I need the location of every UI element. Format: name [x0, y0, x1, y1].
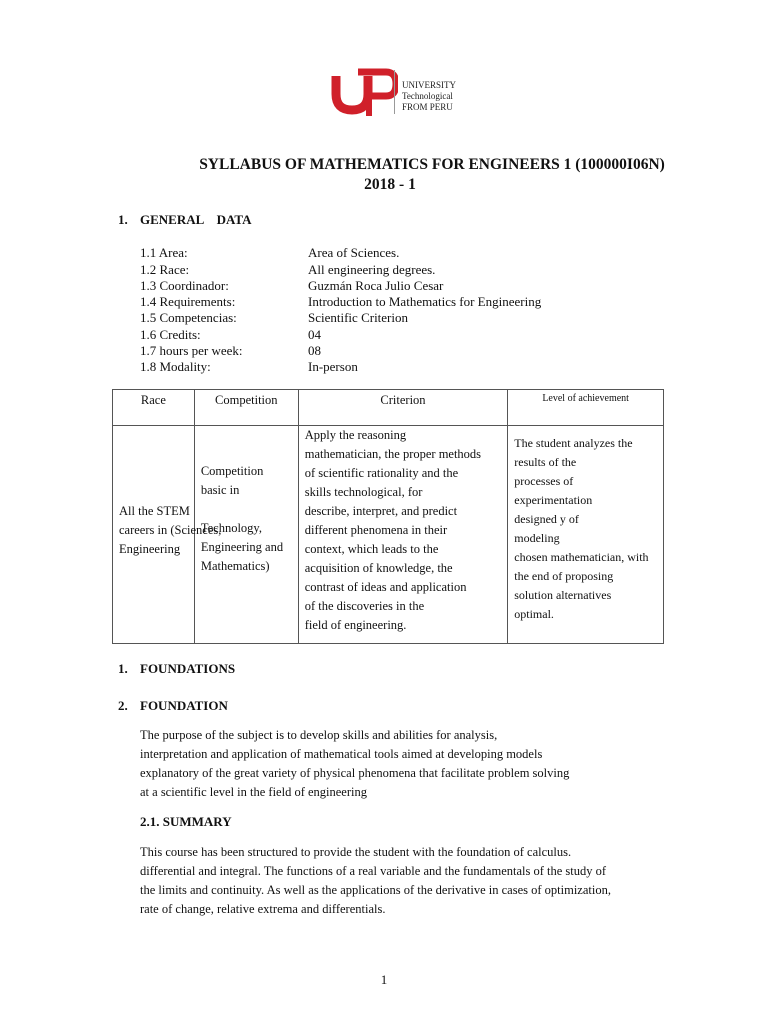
section-title: GENERAL DATA — [140, 212, 252, 227]
cell-competition — [194, 426, 298, 644]
paragraph-line: at a scientific level in the field of engineering — [140, 785, 367, 799]
criterion-line: Apply the reasoning — [304, 428, 407, 442]
criterion-line: field of engineering. — [304, 618, 407, 632]
competition-line: Competition — [200, 464, 264, 478]
section-title: FOUNDATIONS — [140, 661, 236, 676]
level-line: the end of proposing — [514, 569, 614, 583]
criterion-line: different phenomena in their — [304, 523, 448, 537]
general-data-value: 04 — [308, 327, 321, 342]
section-number: 2. — [118, 698, 128, 713]
level-line: experimentation — [514, 493, 593, 507]
criterion-line: mathematician, the proper methods — [304, 447, 482, 461]
section-general-data-heading — [118, 212, 251, 228]
race-line: All the STEM — [119, 504, 190, 518]
race-line: careers in (Sciences, — [119, 523, 222, 537]
utp-logo-mark-icon — [328, 62, 398, 118]
logo-line-1: UNIVERSITY — [402, 80, 456, 90]
general-data-row — [140, 277, 443, 294]
general-data-row — [140, 358, 358, 375]
criterion-line: context, which leads to the — [304, 542, 439, 556]
criterion-line: skills technological, for — [304, 485, 423, 499]
general-data-key: 1.1 Area: — [140, 245, 188, 260]
paragraph-line: differential and integral. The functions of a real variable and the fundamentals of the study of — [140, 864, 607, 878]
cell-level-of-achievement — [508, 426, 664, 644]
paragraph-line: This course has been structured to provide the student with the foundation of calculus. — [140, 845, 572, 859]
competition-line: basic in — [200, 483, 240, 497]
level-line: optimal. — [514, 607, 554, 621]
general-data-row — [140, 261, 435, 278]
general-data-value: Guzmán Roca Julio Cesar — [308, 278, 444, 293]
criterion-line: describe, interpret, and predict — [304, 504, 458, 518]
logo-line-2: Technological — [402, 91, 453, 101]
title-line-2: 2018 - 1 — [364, 176, 416, 193]
section-title: FOUNDATION — [140, 698, 228, 713]
general-data-value: In-person — [308, 359, 358, 374]
level-line: chosen mathematician, with — [514, 550, 649, 564]
document-title — [0, 155, 768, 195]
paragraph-line: The purpose of the subject is to develop skills and abilities for analysis, — [140, 728, 498, 742]
section-foundations-heading — [118, 661, 235, 677]
paragraph-line: explanatory of the great variety of physical phenomena that facilitate problem solving — [140, 766, 570, 780]
general-data-value: All engineering degrees. — [308, 262, 436, 277]
general-data-value: Introduction to Mathematics for Engineering — [308, 294, 542, 309]
race-line: Engineering — [119, 542, 181, 556]
competition-line: Engineering and — [200, 540, 284, 554]
general-data-key: 1.6 Credits: — [140, 327, 201, 342]
section-number: 1. — [118, 661, 128, 676]
level-line: solution alternatives — [514, 588, 612, 602]
general-data-row — [140, 244, 399, 261]
summary-paragraph — [140, 843, 620, 919]
section-number: 1. — [118, 212, 128, 227]
paragraph-line: interpretation and application of mathematical tools aimed at developing models — [140, 747, 543, 761]
level-line: designed y of — [514, 512, 579, 526]
summary-heading: 2.1. SUMMARY — [140, 814, 232, 829]
competition-line: Technology, — [200, 521, 262, 535]
general-data-key: 1.3 Coordinador: — [140, 278, 229, 293]
level-line: processes of — [514, 474, 574, 488]
paragraph-line: the limits and continuity. As well as the applications of the derivative in cases of optimization, — [140, 883, 611, 897]
header-level-of-achievement: Level of achievement — [508, 390, 664, 426]
general-data-key: 1.8 Modality: — [140, 359, 211, 374]
general-data-row — [140, 326, 321, 343]
competency-table — [112, 389, 664, 644]
general-data-row — [140, 309, 408, 326]
logo-line-3: FROM PERU — [402, 102, 453, 112]
cell-criterion — [298, 426, 508, 644]
paragraph-line: rate of change, relative extrema and differentials. — [140, 902, 386, 916]
criterion-line: of the discoveries in the — [304, 599, 425, 613]
general-data-value: Scientific Criterion — [308, 310, 409, 325]
general-data-key: 1.4 Requirements: — [140, 294, 236, 309]
general-data-value: 08 — [308, 343, 321, 358]
table-row — [113, 426, 664, 644]
header-race: Race — [113, 390, 195, 426]
level-line: results of the — [514, 455, 577, 469]
level-line: modeling — [514, 531, 560, 545]
header-competition: Competition — [194, 390, 298, 426]
general-data-row — [140, 293, 541, 310]
title-line-1: SYLLABUS OF MATHEMATICS FOR ENGINEERS 1 (100000I06N) — [199, 156, 665, 173]
page-number: 1 — [380, 972, 388, 987]
foundation-paragraph — [140, 726, 620, 802]
general-data-key: 1.5 Competencias: — [140, 310, 237, 325]
competition-line: Mathematics) — [200, 559, 270, 573]
general-data-value: Area of Sciences. — [308, 245, 400, 260]
general-data-row — [140, 342, 321, 359]
general-data-key: 1.2 Race: — [140, 262, 190, 277]
competition-line — [201, 500, 295, 519]
table-header-row — [113, 390, 664, 426]
level-line: The student analyzes the — [514, 436, 633, 450]
header-criterion: Criterion — [298, 390, 508, 426]
criterion-line: contrast of ideas and application — [304, 580, 467, 594]
criterion-line: acquisition of knowledge, the — [304, 561, 453, 575]
logo-divider — [394, 70, 395, 114]
criterion-line: of scientific rationality and the — [304, 466, 459, 480]
logo-text — [402, 80, 456, 113]
section-foundation-heading — [118, 698, 228, 714]
general-data-key: 1.7 hours per week: — [140, 343, 243, 358]
